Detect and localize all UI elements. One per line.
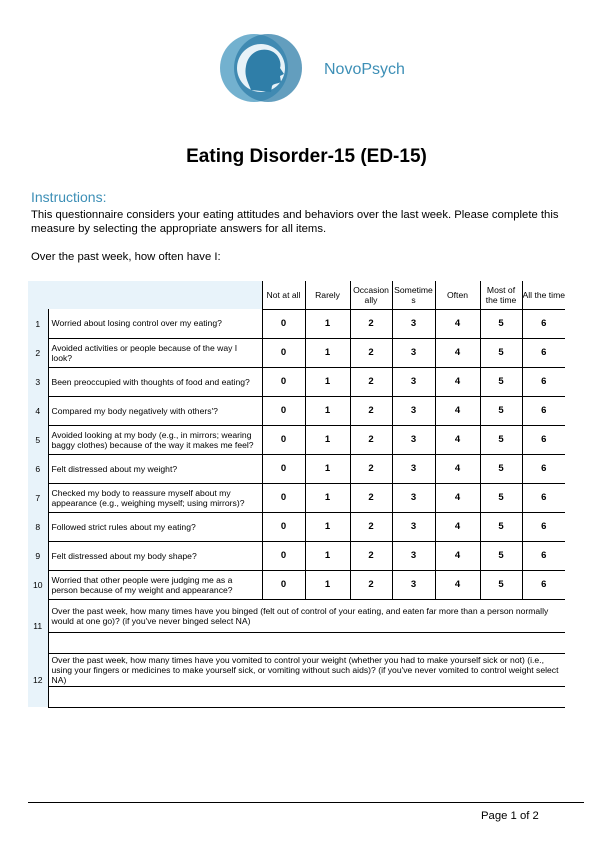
table-row (28, 454, 565, 483)
header-spacer (28, 281, 48, 309)
answer-option[interactable]: 0 (262, 570, 305, 599)
table-row (28, 570, 565, 599)
item-question: Worried about losing control over my eating? (48, 309, 262, 338)
answer-field[interactable] (48, 632, 565, 653)
answer-option[interactable]: 5 (480, 396, 522, 425)
answer-option[interactable]: 4 (435, 338, 480, 367)
answer-option[interactable]: 5 (480, 570, 522, 599)
item-question: Been preoccupied with thoughts of food and eating? (48, 367, 262, 396)
answer-option[interactable]: 3 (392, 338, 435, 367)
answer-option[interactable]: 2 (350, 367, 392, 396)
answer-option[interactable]: 0 (262, 396, 305, 425)
answer-option[interactable]: 1 (305, 570, 350, 599)
answer-option[interactable]: 1 (305, 483, 350, 512)
answer-option[interactable]: 6 (522, 570, 565, 599)
answer-option[interactable]: 1 (305, 425, 350, 454)
answer-option[interactable]: 6 (522, 541, 565, 570)
brand-name: NovoPsych (324, 61, 405, 78)
answer-option[interactable]: 4 (435, 483, 480, 512)
answer-option[interactable]: 2 (350, 338, 392, 367)
column-header: Sometime s (392, 281, 435, 309)
answer-option[interactable]: 0 (262, 541, 305, 570)
item-number: 8 (28, 512, 48, 541)
item-number: 6 (28, 454, 48, 483)
answer-option[interactable]: 1 (305, 454, 350, 483)
answer-option[interactable]: 0 (262, 454, 305, 483)
item-number: 12 (28, 653, 48, 707)
answer-option[interactable]: 6 (522, 512, 565, 541)
long-question-text: Over the past week, how many times have you vomited to control your weight (whether you had to make yourself sick or not) (i.e., using your fingers or medicines to make yourself sick, or vomiting without such aids)? (if you've never vomited to control weight select NA) (48, 653, 565, 686)
instructions-text: This questionnaire considers your eating attitudes and behaviors over the last week. Please complete this measure by selecting the appropriate answers for all items. (31, 209, 559, 235)
item-question: Felt distressed about my weight? (48, 454, 262, 483)
answer-option[interactable]: 2 (350, 570, 392, 599)
answer-option[interactable]: 6 (522, 338, 565, 367)
document-title: Eating Disorder-15 (ED-15) (186, 146, 427, 167)
instructions-heading: Instructions: (31, 189, 107, 205)
answer-option[interactable]: 2 (350, 541, 392, 570)
table-row (28, 483, 565, 512)
answer-option[interactable]: 5 (480, 338, 522, 367)
long-question-row (28, 653, 565, 686)
answer-option[interactable]: 2 (350, 425, 392, 454)
answer-option[interactable]: 4 (435, 367, 480, 396)
item-number: 4 (28, 396, 48, 425)
answer-option[interactable]: 3 (392, 570, 435, 599)
answer-option[interactable]: 3 (392, 483, 435, 512)
answer-option[interactable]: 5 (480, 541, 522, 570)
header-spacer (48, 281, 262, 309)
answer-option[interactable]: 2 (350, 396, 392, 425)
answer-option[interactable]: 4 (435, 570, 480, 599)
answer-option[interactable]: 1 (305, 541, 350, 570)
answer-option[interactable]: 4 (435, 512, 480, 541)
page-number: Page 1 of 2 (481, 810, 539, 822)
answer-option[interactable]: 0 (262, 338, 305, 367)
item-question: Avoided looking at my body (e.g., in mirrors; wearing baggy clothes) because of the way it makes me feel? (48, 425, 262, 454)
column-header: Not at all (262, 281, 305, 309)
item-question: Worried that other people were judging me as a person because of my weight and appearance? (48, 570, 262, 599)
table-row (28, 309, 565, 338)
question-prompt: Over the past week, how often have I: (31, 251, 221, 263)
answer-option[interactable]: 2 (350, 512, 392, 541)
answer-option[interactable]: 1 (305, 396, 350, 425)
item-question: Checked my body to reassure myself about my appearance (e.g., weighing myself; using mirrors)? (48, 483, 262, 512)
answer-field[interactable] (48, 686, 565, 707)
answer-option[interactable]: 6 (522, 309, 565, 338)
answer-option[interactable]: 1 (305, 309, 350, 338)
answer-option[interactable]: 5 (480, 483, 522, 512)
answer-option[interactable]: 3 (392, 425, 435, 454)
table-row (28, 396, 565, 425)
answer-option[interactable]: 1 (305, 338, 350, 367)
item-number: 1 (28, 309, 48, 338)
table-header-row (28, 281, 565, 309)
answer-option[interactable]: 0 (262, 425, 305, 454)
long-question-row (28, 599, 565, 632)
answer-option[interactable]: 1 (305, 367, 350, 396)
item-question: Followed strict rules about my eating? (48, 512, 262, 541)
item-number: 9 (28, 541, 48, 570)
answer-option[interactable]: 0 (262, 483, 305, 512)
answer-option[interactable]: 1 (305, 512, 350, 541)
answer-option[interactable]: 6 (522, 425, 565, 454)
answer-row (28, 632, 565, 653)
answer-option[interactable]: 4 (435, 541, 480, 570)
long-question-text: Over the past week, how many times have you binged (felt out of control of your eating, and eaten far more than a person normally would at one go)? (if you've never binged select NA) (48, 599, 565, 632)
item-number: 5 (28, 425, 48, 454)
column-header: Often (435, 281, 480, 309)
answer-option[interactable]: 4 (435, 309, 480, 338)
item-question: Compared my body negatively with others'? (48, 396, 262, 425)
answer-option[interactable]: 5 (480, 425, 522, 454)
answer-option[interactable]: 3 (392, 454, 435, 483)
item-number: 2 (28, 338, 48, 367)
item-number: 3 (28, 367, 48, 396)
item-number: 7 (28, 483, 48, 512)
answer-option[interactable]: 5 (480, 512, 522, 541)
answer-option[interactable]: 3 (392, 512, 435, 541)
answer-option[interactable]: 4 (435, 425, 480, 454)
column-header: All the time (522, 281, 565, 309)
column-header: Occasion ally (350, 281, 392, 309)
table-row (28, 367, 565, 396)
item-number: 11 (28, 599, 48, 653)
answer-option[interactable]: 3 (392, 309, 435, 338)
answer-option[interactable]: 2 (350, 483, 392, 512)
questionnaire-table (28, 281, 565, 708)
column-header: Rarely (305, 281, 350, 309)
footer-divider (28, 802, 584, 803)
answer-option[interactable]: 2 (350, 309, 392, 338)
answer-option[interactable]: 6 (522, 367, 565, 396)
answer-option[interactable]: 4 (435, 396, 480, 425)
answer-option[interactable]: 5 (480, 309, 522, 338)
answer-option[interactable]: 0 (262, 309, 305, 338)
column-header: Most of the time (480, 281, 522, 309)
novopsych-head-logo-icon (218, 28, 304, 108)
answer-row (28, 686, 565, 707)
answer-option[interactable]: 4 (435, 454, 480, 483)
answer-option[interactable]: 6 (522, 483, 565, 512)
table-row (28, 512, 565, 541)
answer-option[interactable]: 2 (350, 454, 392, 483)
answer-option[interactable]: 3 (392, 396, 435, 425)
item-number: 10 (28, 570, 48, 599)
answer-option[interactable]: 3 (392, 367, 435, 396)
table-row (28, 541, 565, 570)
table-row (28, 425, 565, 454)
answer-option[interactable]: 5 (480, 367, 522, 396)
answer-option[interactable]: 0 (262, 512, 305, 541)
answer-option[interactable]: 6 (522, 396, 565, 425)
answer-option[interactable]: 0 (262, 367, 305, 396)
item-question: Avoided activities or people because of the way I look? (48, 338, 262, 367)
answer-option[interactable]: 6 (522, 454, 565, 483)
table-row (28, 338, 565, 367)
answer-option[interactable]: 3 (392, 541, 435, 570)
item-question: Felt distressed about my body shape? (48, 541, 262, 570)
answer-option[interactable]: 5 (480, 454, 522, 483)
